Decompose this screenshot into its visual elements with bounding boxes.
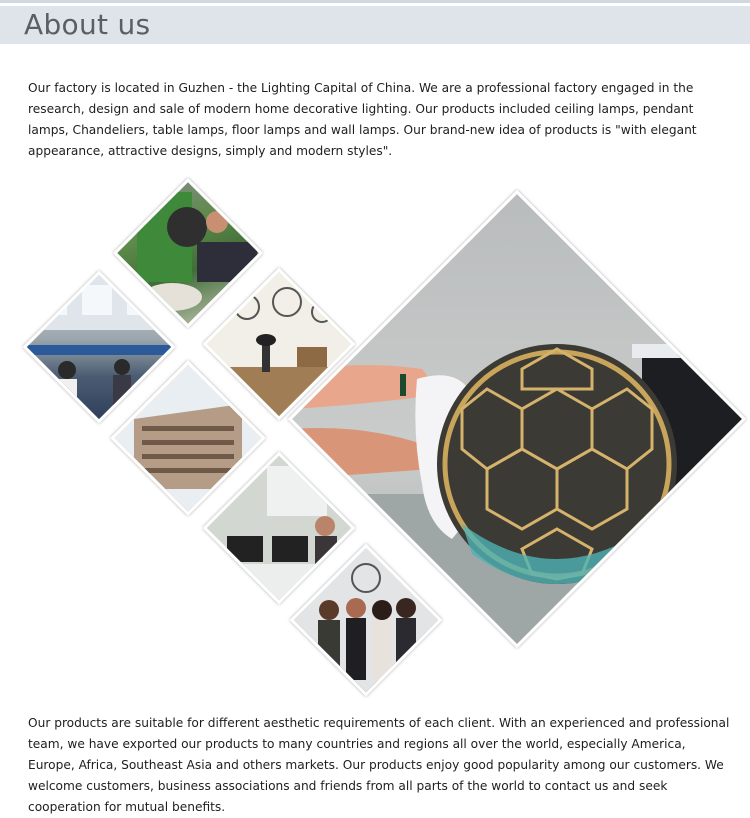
section-title: About us xyxy=(24,8,151,41)
factory-machine-photo xyxy=(113,178,263,328)
workshop-photo xyxy=(23,271,176,424)
factory-building-photo xyxy=(110,360,266,516)
showroom-photo xyxy=(203,268,356,421)
section-header-bar xyxy=(0,6,750,44)
closing-paragraph: Our products are suitable for different aesthetic requirements of each client. With an experienced and professional team, we have exported our products to many countries and regions all over the world, especially America, Europe, Africa, Southeast Asia and others markets. Our products enjoy good popularity among our customers. We welcome customers, business associations and friends from all parts of the world to contact us and seek cooperation for mutual benefits. xyxy=(28,716,730,814)
team-photo xyxy=(290,544,443,697)
sphere-lamp-photo xyxy=(288,190,746,648)
office-photo xyxy=(203,452,356,605)
top-divider-line xyxy=(0,0,750,3)
intro-paragraph: Our factory is located in Guzhen - the Lighting Capital of China. We are a professional factory engaged in the research, design and sale of modern home decorative lighting. Our products included ceiling lamps, pendant lamps, Chandeliers, table lamps, floor lamps and wall lamps. Our brand-new idea of products is "with elegant appearance, attractive designs, simply and modern styles". xyxy=(28,81,697,158)
